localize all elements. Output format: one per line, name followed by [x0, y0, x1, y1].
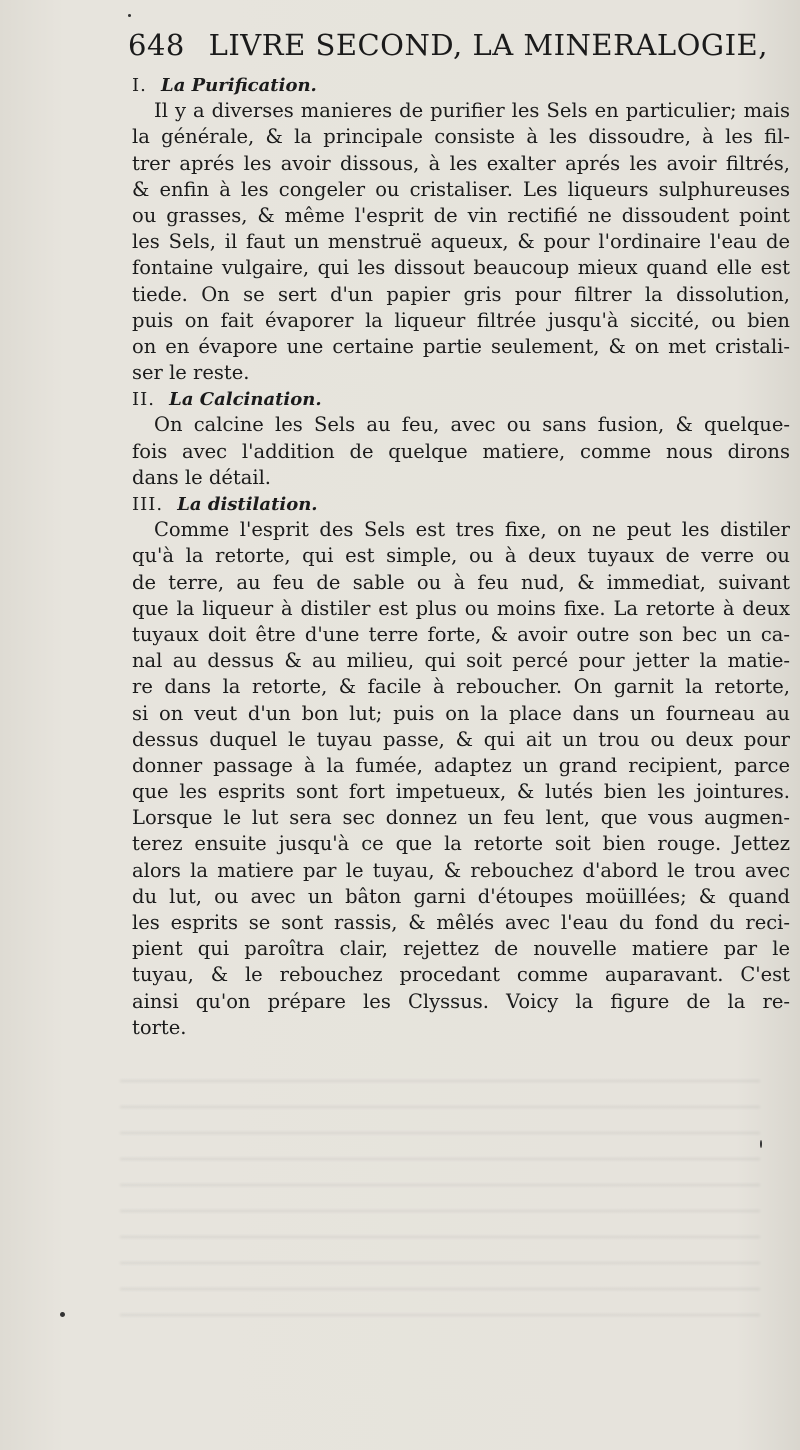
text-line: nal au dessus & au milieu, qui soit percé pour jetter la matie- [132, 649, 790, 673]
text-line: dans le détail. [132, 465, 272, 489]
section-heading [132, 72, 790, 98]
text-line: les Sels, il faut un menstruë aqueux, & pour l'ordinaire l'eau de [132, 230, 790, 254]
text-line: du lut, ou avec un bâton garni d'étoupes moüillées; & quand [132, 884, 790, 908]
text-line: ou grasses, & même l'esprit de vin rectifié ne dissoudent point [132, 203, 790, 227]
show-through-text [120, 1070, 760, 1330]
text-line: tuyaux doit être d'une terre forte, & avoir outre son bec un ca- [132, 622, 790, 646]
text-line: Lorsque le lut sera sec donnez un feu lent, que vous augmen- [132, 806, 790, 830]
section-title: La distilation. [177, 494, 318, 515]
text-line: la générale, & la principale consiste à les dissoudre, à les fil- [132, 125, 790, 149]
section-title: La Calcination. [169, 389, 322, 411]
section-title: La Purification. [161, 75, 317, 96]
text-line: alors la matiere par le tuyau, & rebouchez d'abord le trou avec [132, 858, 790, 882]
text-line: dessus duquel le tuyau passe, & qui ait un trou ou deux pour [132, 727, 790, 751]
text-line: de terre, au feu de sable ou à feu nud, & immediat, suivant [132, 570, 790, 594]
text-line: ser le reste. [132, 361, 250, 385]
text-line: & enfin à les congeler ou cristaliser. Les liqueurs sulphureuses [132, 177, 790, 201]
text-line: donner passage à la fumée, adaptez un grand recipient, parce [132, 753, 790, 777]
text-line: fontaine vulgaire, qui les dissout beaucoup mieux quand elle est [132, 256, 790, 280]
text-line: On calcine les Sels au feu, avec ou sans fusion, & quelque- [154, 413, 790, 437]
section-number: I. [132, 75, 147, 96]
text-line: Comme l'esprit des Sels est tres fixe, on ne peut les distiler [154, 518, 790, 542]
text-line: tiede. On se sert d'un papier gris pour filtrer la dissolution, [132, 282, 790, 306]
paper-speck [128, 14, 131, 17]
text-line: pient qui paroîtra clair, rejettez de nouvelle matiere par le [132, 937, 790, 961]
section-number: II. [132, 389, 155, 411]
page-number: 648 [128, 28, 185, 62]
text-line: que la liqueur à distiler est plus ou moins fixe. La retorte à deux [132, 596, 790, 620]
running-title: LIVRE SECOND, LA MINERALOGIE, [208, 28, 768, 62]
text-line: tuyau, & le rebouchez procedant comme auparavant. C'est [132, 963, 790, 987]
text-line: trer aprés les avoir dissous, à les exalter aprés les avoir filtrés, [132, 151, 790, 175]
text-line: torte. [132, 1015, 187, 1039]
text-line: re dans la retorte, & facile à reboucher. On garnit la retorte, [132, 675, 790, 699]
text-line: ainsi qu'on prépare les Clyssus. Voicy la figure de la re- [132, 989, 790, 1013]
text-line: si on veut d'un bon lut; puis on la place dans un fourneau au [132, 701, 790, 725]
text-line: que les esprits sont fort impetueux, & lutés bien les jointures. [132, 780, 790, 804]
body-text [132, 72, 790, 1041]
text-line: les esprits se sont rassis, & mêlés avec l'eau du fond du reci- [132, 911, 790, 934]
section-heading [132, 491, 790, 517]
running-header [128, 28, 768, 62]
text-line: Il y a diverses manieres de purifier les Sels en particulier; mais [154, 99, 790, 123]
paper-speck [60, 1312, 65, 1317]
paper-speck [760, 1140, 762, 1148]
text-line: puis on fait évaporer la liqueur filtrée jusqu'à siccité, ou bien [132, 308, 790, 332]
text-line: qu'à la retorte, qui est simple, ou à deux tuyaux de verre ou [132, 544, 790, 568]
text-line: on en évapore une certaine partie seulement, & on met cristali- [132, 334, 790, 358]
text-line: terez ensuite jusqu'à ce que la retorte soit bien rouge. Jettez [132, 832, 790, 856]
section-number: III. [132, 494, 164, 515]
section-heading [132, 386, 790, 412]
text-line: fois avec l'addition de quelque matiere, comme nous dirons [132, 439, 790, 463]
